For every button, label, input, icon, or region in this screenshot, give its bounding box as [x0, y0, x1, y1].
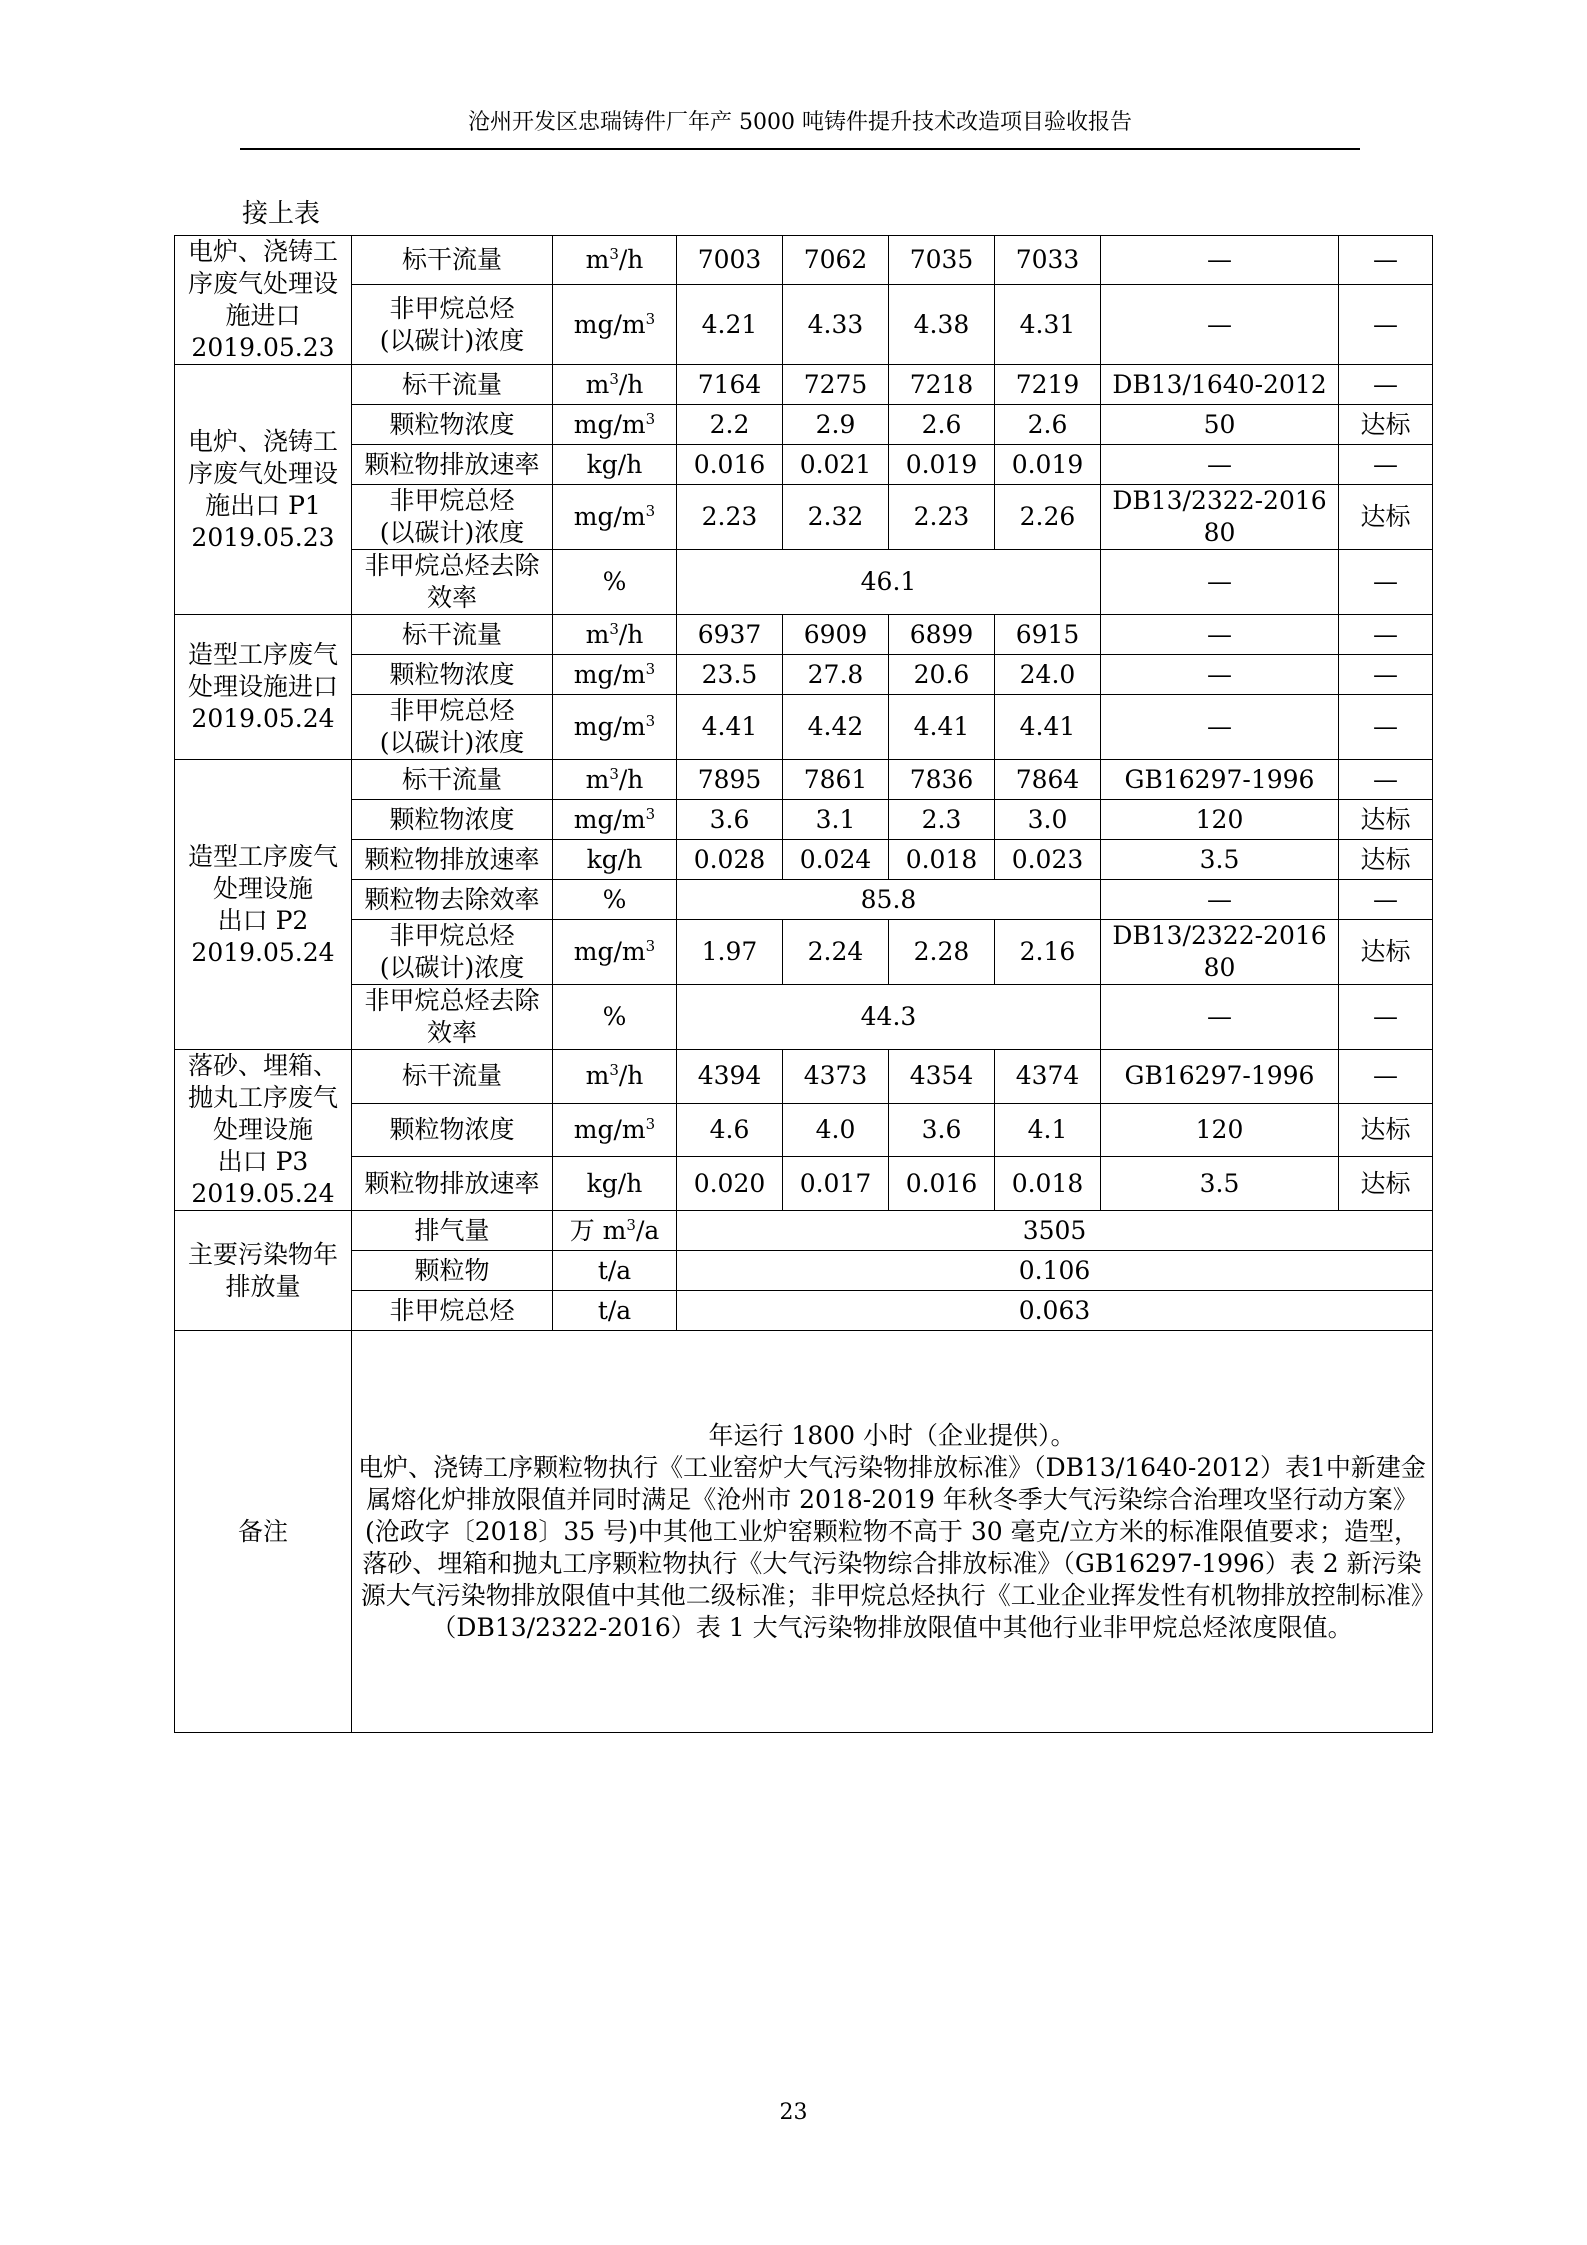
standard-limit-cell: 3.5 — [1101, 1157, 1339, 1211]
standard-limit-cell: DB13/1640-2012 — [1101, 365, 1339, 405]
unit-text: mg/m — [573, 937, 646, 966]
standard-limit-cell: — — [1101, 880, 1339, 920]
unit-text: m — [585, 369, 610, 399]
measured-value-cell: 4.33 — [783, 285, 889, 365]
unit-cell — [553, 445, 677, 485]
unit-cell — [553, 655, 677, 695]
measured-value-cell: 4.41 — [677, 695, 783, 760]
unit-cell — [553, 760, 677, 800]
evaluation-result-cell: — — [1339, 285, 1433, 365]
unit-cell — [553, 985, 677, 1050]
unit-cell — [553, 1251, 677, 1291]
evaluation-result-cell: — — [1339, 695, 1433, 760]
evaluation-result-cell: — — [1339, 760, 1433, 800]
page-number: 23 — [779, 2100, 808, 2125]
evaluation-result-cell: 达标 — [1339, 840, 1433, 880]
table-row — [175, 760, 1433, 800]
sampling-location-cell: 造型工序废气处理设施 出口 P2 2019.05.24 — [175, 760, 352, 1050]
measured-value-cell: 7164 — [677, 365, 783, 405]
measured-value-cell: 6915 — [995, 615, 1101, 655]
table-row — [175, 365, 1433, 405]
unit-text: mg/m — [573, 502, 646, 531]
measured-value-cell: 6899 — [889, 615, 995, 655]
measured-value-cell: 7895 — [677, 760, 783, 800]
sampling-location-cell: 主要污染物年排放量 — [175, 1211, 352, 1331]
unit-text: /h — [618, 369, 644, 399]
table-row — [175, 1211, 1433, 1251]
measured-value-cell: 2.26 — [995, 485, 1101, 550]
monitoring-item-cell: 标干流量 — [352, 760, 553, 800]
table-row — [175, 920, 1433, 985]
measured-value-cell: 2.9 — [783, 405, 889, 445]
measured-value-cell: 4.41 — [889, 695, 995, 760]
table-row — [175, 840, 1433, 880]
unit-text: /h — [618, 619, 644, 649]
table-row — [175, 285, 1433, 365]
annual-total-cell: 0.106 — [677, 1251, 1433, 1291]
measured-value-cell: 4.0 — [783, 1103, 889, 1157]
standard-limit-cell: GB16297-1996 — [1101, 760, 1339, 800]
table-row — [175, 445, 1433, 485]
table-body — [175, 236, 1433, 1733]
evaluation-result-cell: — — [1339, 880, 1433, 920]
measured-value-cell: 7218 — [889, 365, 995, 405]
table-row — [175, 1251, 1433, 1291]
superscript-three: 3 — [645, 712, 656, 730]
annual-total-cell: 3505 — [677, 1211, 1433, 1251]
table-row — [175, 1157, 1433, 1211]
measured-value-cell: 7003 — [677, 236, 783, 285]
evaluation-result-cell: 达标 — [1339, 485, 1433, 550]
table-row — [175, 485, 1433, 550]
superscript-three: 3 — [645, 409, 656, 428]
superscript-three: 3 — [645, 804, 656, 823]
superscript-three: 3 — [645, 659, 656, 678]
monitoring-item-cell: 标干流量 — [352, 1050, 553, 1104]
table-row — [175, 1291, 1433, 1331]
unit-text: kg/h — [586, 449, 643, 479]
unit-text: m — [585, 764, 610, 794]
monitoring-item-cell: 颗粒物浓度 — [352, 655, 553, 695]
measured-value-cell: 1.97 — [677, 920, 783, 985]
measured-value-cell: 2.23 — [889, 485, 995, 550]
unit-text: % — [602, 884, 627, 914]
table-row — [175, 655, 1433, 695]
monitoring-item-cell: 颗粒物去除效率 — [352, 880, 553, 920]
measured-value-cell: 4.31 — [995, 285, 1101, 365]
table-row — [175, 550, 1433, 615]
monitoring-item-cell: 非甲烷总烃 (以碳计)浓度 — [352, 285, 553, 365]
unit-cell — [553, 695, 677, 760]
measured-value-cell: 4.21 — [677, 285, 783, 365]
evaluation-result-cell: 达标 — [1339, 800, 1433, 840]
unit-text: /a — [635, 1215, 660, 1245]
table-row — [175, 405, 1433, 445]
measured-value-cell: 2.6 — [995, 405, 1101, 445]
measured-value-cell: 2.24 — [783, 920, 889, 985]
measured-value-cell: 27.8 — [783, 655, 889, 695]
measured-value-cell: 4374 — [995, 1050, 1101, 1104]
measured-value-cell: 4.42 — [783, 695, 889, 760]
evaluation-result-cell: — — [1339, 445, 1433, 485]
standard-limit-cell: 120 — [1101, 800, 1339, 840]
monitoring-item-cell: 颗粒物 — [352, 1251, 553, 1291]
table-row — [175, 800, 1433, 840]
superscript-three: 3 — [626, 1215, 636, 1234]
measured-value-cell: 7035 — [889, 236, 995, 285]
unit-cell — [553, 405, 677, 445]
unit-cell — [553, 236, 677, 285]
unit-text: mg/m — [573, 309, 646, 339]
monitoring-item-cell: 非甲烷总烃 — [352, 1291, 553, 1331]
unit-text: mg/m — [573, 1114, 646, 1144]
standard-limit-cell: GB16297-1996 — [1101, 1050, 1339, 1104]
measured-value-cell: 20.6 — [889, 655, 995, 695]
continued-table-label: 接上表 — [242, 199, 321, 229]
standard-limit-cell: — — [1101, 985, 1339, 1050]
measured-value-cell: 7219 — [995, 365, 1101, 405]
superscript-three: 3 — [609, 619, 619, 638]
measured-value-cell: 0.019 — [889, 445, 995, 485]
unit-text: t/a — [597, 1255, 632, 1285]
unit-text: /h — [618, 764, 644, 794]
header-divider — [240, 148, 1360, 150]
standard-limit-cell: — — [1101, 615, 1339, 655]
table-row — [175, 1050, 1433, 1104]
unit-text: /h — [618, 1061, 644, 1091]
measured-value-cell: 6937 — [677, 615, 783, 655]
measured-value-cell: 4373 — [783, 1050, 889, 1104]
unit-cell — [553, 485, 677, 550]
evaluation-result-cell: 达标 — [1339, 405, 1433, 445]
unit-text: m — [585, 619, 610, 649]
unit-cell — [553, 800, 677, 840]
measured-value-cell: 3.1 — [783, 800, 889, 840]
measured-value-cell: 4.1 — [995, 1103, 1101, 1157]
measured-value-cell: 0.016 — [677, 445, 783, 485]
standard-limit-cell: 50 — [1101, 405, 1339, 445]
monitoring-results-table — [174, 235, 1433, 1733]
unit-cell — [553, 1211, 677, 1251]
superscript-three: 3 — [609, 245, 619, 264]
unit-cell — [553, 1157, 677, 1211]
unit-text: mg/m — [573, 659, 646, 689]
unit-text: kg/h — [586, 1168, 643, 1198]
table-row — [175, 615, 1433, 655]
measured-value-cell: 0.019 — [995, 445, 1101, 485]
removal-efficiency-cell: 85.8 — [677, 880, 1101, 920]
monitoring-item-cell: 颗粒物浓度 — [352, 800, 553, 840]
table-row — [175, 880, 1433, 920]
table-row — [175, 1103, 1433, 1157]
standard-limit-cell: 3.5 — [1101, 840, 1339, 880]
table-row — [175, 695, 1433, 760]
unit-cell — [553, 1050, 677, 1104]
measured-value-cell: 4354 — [889, 1050, 995, 1104]
measured-value-cell: 2.28 — [889, 920, 995, 985]
annual-total-cell: 0.063 — [677, 1291, 1433, 1331]
remarks-paragraph: 电炉、浇铸工序颗粒物执行《工业窑炉大气污染物排放标准》（DB13/1640-2012）表1中新建金属熔化炉排放限值并同时满足《沧州市 2018-2019 年秋冬季大气污染综合治理攻坚行动方案》(沧政字〔2018〕35 号)中其他工业炉窑颗粒物不高于 30 毫克/立方米的标准限值要求；造型，落砂、埋箱和抛丸工序颗粒物执行《大气污染物综合排放标准》（GB16297-1996）表 2 新污染源大气污染物排放限值中其他二级标准；非甲烷总烃执行《工业企业挥发性有机物排放控制标准》（DB13/2322-2016）表 1 大气污染物排放限值中其他行业非甲烷总烃浓度限值。 — [358, 1452, 1426, 1642]
remarks-label-cell: 备注 — [175, 1331, 352, 1733]
measured-value-cell: 4.38 — [889, 285, 995, 365]
standard-limit-cell: DB13/2322-2016 80 — [1101, 485, 1339, 550]
evaluation-result-cell: — — [1339, 1050, 1433, 1104]
measured-value-cell: 3.0 — [995, 800, 1101, 840]
unit-cell — [553, 880, 677, 920]
evaluation-result-cell: — — [1339, 365, 1433, 405]
measured-value-cell: 2.6 — [889, 405, 995, 445]
measured-value-cell: 0.023 — [995, 840, 1101, 880]
measured-value-cell: 2.32 — [783, 485, 889, 550]
unit-text: m — [585, 1061, 610, 1091]
monitoring-item-cell: 排气量 — [352, 1211, 553, 1251]
sampling-location-cell: 造型工序废气处理设施进口 2019.05.24 — [175, 615, 352, 760]
unit-cell — [553, 365, 677, 405]
report-header-title: 沧州开发区忠瑞铸件厂年产 5000 吨铸件提升技术改造项目验收报告 — [468, 110, 1132, 135]
unit-text: kg/h — [586, 844, 643, 874]
unit-cell — [553, 1291, 677, 1331]
unit-cell — [553, 840, 677, 880]
measured-value-cell: 0.021 — [783, 445, 889, 485]
unit-text: t/a — [597, 1295, 632, 1325]
unit-text: m — [585, 245, 610, 275]
unit-text: % — [602, 567, 627, 596]
superscript-three: 3 — [609, 369, 619, 388]
evaluation-result-cell: — — [1339, 655, 1433, 695]
monitoring-item-cell: 颗粒物浓度 — [352, 1103, 553, 1157]
standard-limit-cell: — — [1101, 236, 1339, 285]
superscript-three: 3 — [609, 764, 619, 783]
measured-value-cell: 6909 — [783, 615, 889, 655]
unit-cell — [553, 920, 677, 985]
measured-value-cell: 7864 — [995, 760, 1101, 800]
monitoring-item-cell: 非甲烷总烃 (以碳计)浓度 — [352, 695, 553, 760]
monitoring-item-cell: 非甲烷总烃去除 效率 — [352, 985, 553, 1050]
evaluation-result-cell: 达标 — [1339, 1157, 1433, 1211]
monitoring-item-cell: 标干流量 — [352, 365, 553, 405]
unit-text: mg/m — [573, 804, 646, 834]
unit-cell — [553, 1103, 677, 1157]
superscript-three: 3 — [645, 1114, 656, 1133]
measured-value-cell: 0.017 — [783, 1157, 889, 1211]
table-row — [175, 985, 1433, 1050]
measured-value-cell: 0.016 — [889, 1157, 995, 1211]
standard-limit-cell: — — [1101, 550, 1339, 615]
evaluation-result-cell: — — [1339, 985, 1433, 1050]
standard-limit-cell: — — [1101, 285, 1339, 365]
monitoring-item-cell: 颗粒物排放速率 — [352, 445, 553, 485]
standard-limit-cell: 120 — [1101, 1103, 1339, 1157]
unit-text: 万 m — [569, 1215, 627, 1245]
remarks-paragraph: 年运行 1800 小时（企业提供）。 — [708, 1420, 1076, 1450]
monitoring-item-cell: 标干流量 — [352, 615, 553, 655]
superscript-three: 3 — [645, 309, 656, 328]
measured-value-cell: 4394 — [677, 1050, 783, 1104]
measured-value-cell: 3.6 — [677, 800, 783, 840]
measured-value-cell: 2.2 — [677, 405, 783, 445]
unit-text: % — [602, 1002, 627, 1031]
monitoring-item-cell: 颗粒物排放速率 — [352, 840, 553, 880]
measured-value-cell: 4.41 — [995, 695, 1101, 760]
measured-value-cell: 0.024 — [783, 840, 889, 880]
monitoring-item-cell: 非甲烷总烃 (以碳计)浓度 — [352, 485, 553, 550]
unit-cell — [553, 615, 677, 655]
measured-value-cell: 7861 — [783, 760, 889, 800]
measured-value-cell: 2.16 — [995, 920, 1101, 985]
measured-value-cell: 2.23 — [677, 485, 783, 550]
removal-efficiency-cell: 44.3 — [677, 985, 1101, 1050]
evaluation-result-cell: — — [1339, 236, 1433, 285]
measured-value-cell: 7275 — [783, 365, 889, 405]
measured-value-cell: 2.3 — [889, 800, 995, 840]
measured-value-cell: 4.6 — [677, 1103, 783, 1157]
measured-value-cell: 7836 — [889, 760, 995, 800]
remarks-text-cell — [352, 1331, 1433, 1733]
standard-limit-cell: — — [1101, 655, 1339, 695]
superscript-three: 3 — [609, 1061, 619, 1080]
measured-value-cell: 0.018 — [995, 1157, 1101, 1211]
remarks-row — [175, 1331, 1433, 1733]
measured-value-cell: 7033 — [995, 236, 1101, 285]
sampling-location-cell: 电炉、浇铸工序废气处理设施进口 2019.05.23 — [175, 236, 352, 365]
sampling-location-cell: 落砂、埋箱、抛丸工序废气处理设施 出口 P3 2019.05.24 — [175, 1050, 352, 1211]
unit-text: /h — [618, 245, 644, 275]
unit-cell — [553, 550, 677, 615]
measured-value-cell: 7062 — [783, 236, 889, 285]
sampling-location-cell: 电炉、浇铸工序废气处理设施出口 P1 2019.05.23 — [175, 365, 352, 615]
standard-limit-cell: — — [1101, 695, 1339, 760]
measured-value-cell: 0.028 — [677, 840, 783, 880]
removal-efficiency-cell: 46.1 — [677, 550, 1101, 615]
unit-text: mg/m — [573, 409, 646, 439]
monitoring-item-cell: 标干流量 — [352, 236, 553, 285]
monitoring-item-cell: 颗粒物浓度 — [352, 405, 553, 445]
measured-value-cell: 24.0 — [995, 655, 1101, 695]
superscript-three: 3 — [645, 502, 656, 520]
measured-value-cell: 0.020 — [677, 1157, 783, 1211]
monitoring-item-cell: 非甲烷总烃 (以碳计)浓度 — [352, 920, 553, 985]
standard-limit-cell: — — [1101, 445, 1339, 485]
monitoring-item-cell: 颗粒物排放速率 — [352, 1157, 553, 1211]
measured-value-cell: 3.6 — [889, 1103, 995, 1157]
measured-value-cell: 23.5 — [677, 655, 783, 695]
evaluation-result-cell: 达标 — [1339, 1103, 1433, 1157]
evaluation-result-cell: 达标 — [1339, 920, 1433, 985]
measured-value-cell: 0.018 — [889, 840, 995, 880]
superscript-three: 3 — [645, 937, 656, 955]
unit-cell — [553, 285, 677, 365]
unit-text: mg/m — [573, 712, 646, 741]
evaluation-result-cell: — — [1339, 550, 1433, 615]
standard-limit-cell: DB13/2322-2016 80 — [1101, 920, 1339, 985]
evaluation-result-cell: — — [1339, 615, 1433, 655]
table-row — [175, 236, 1433, 285]
monitoring-item-cell: 非甲烷总烃去除 效率 — [352, 550, 553, 615]
